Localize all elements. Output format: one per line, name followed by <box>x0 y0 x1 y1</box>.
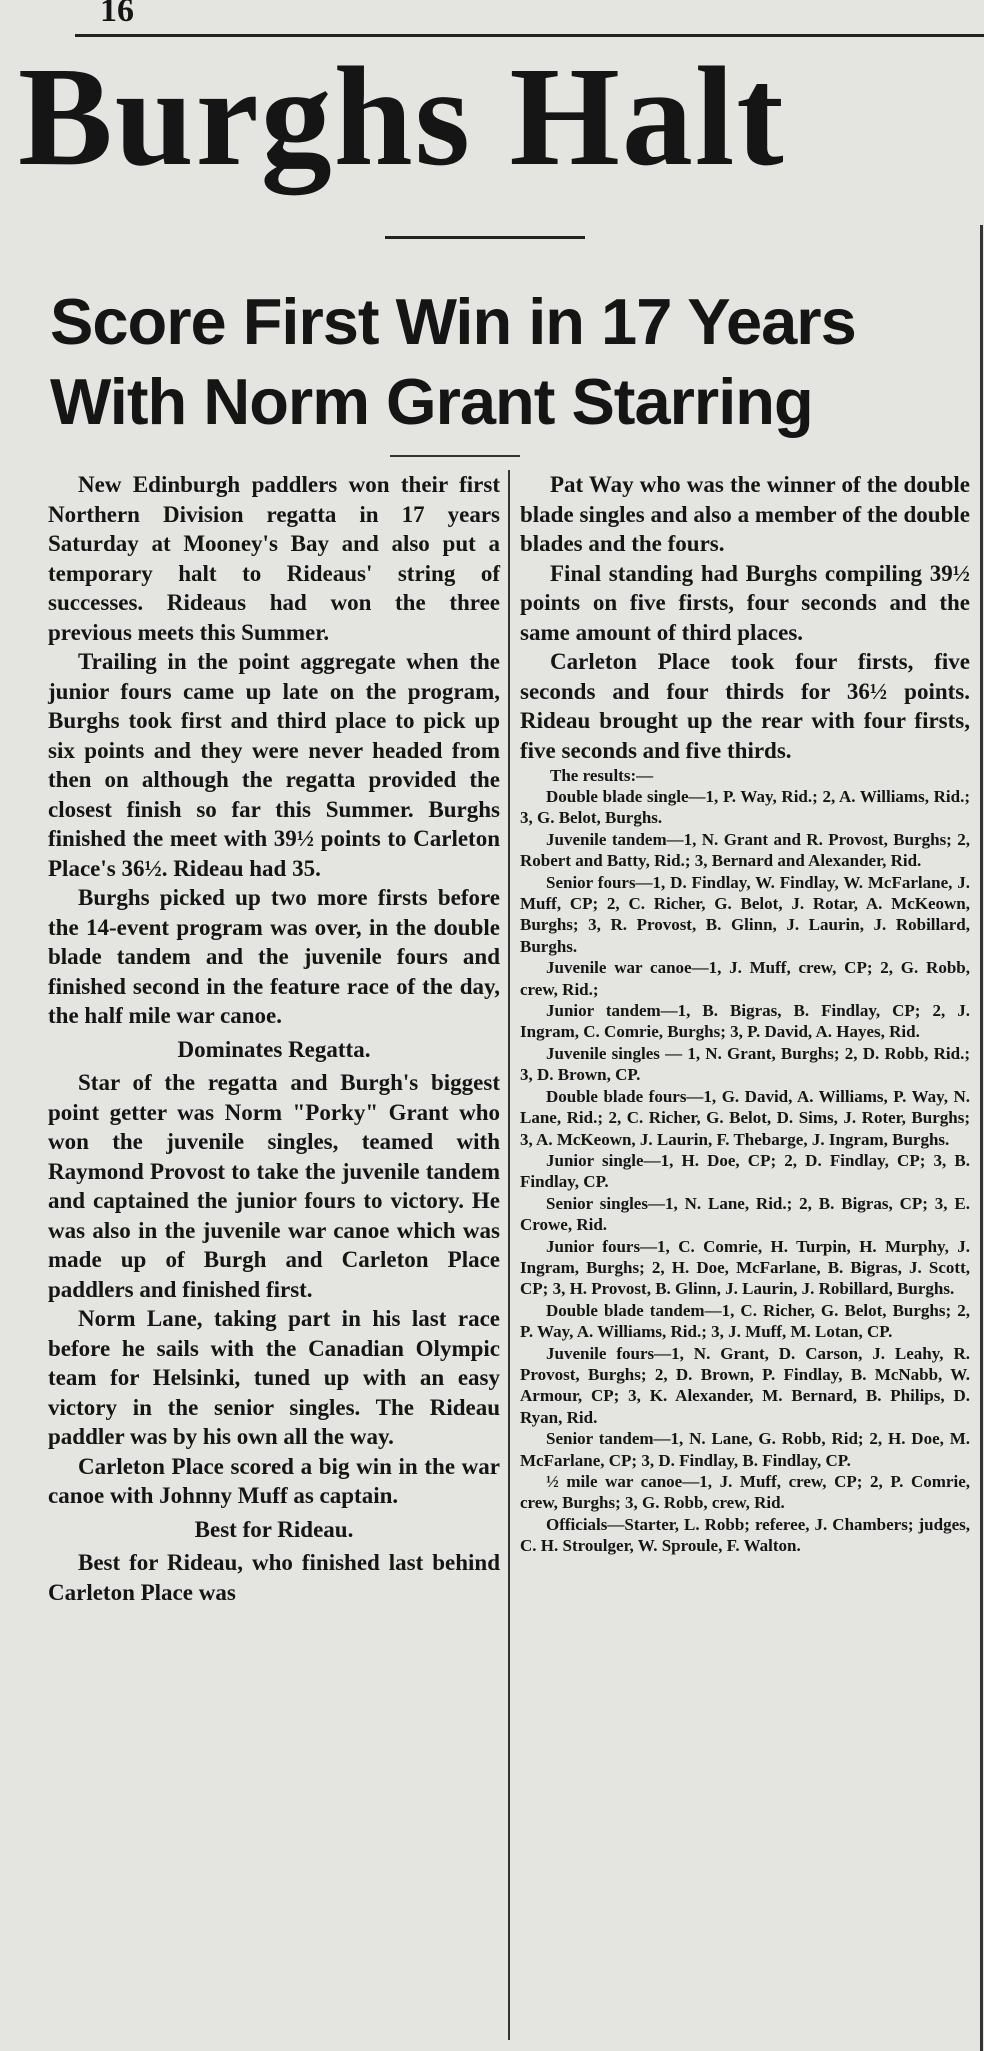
paragraph: Best for Rideau, who finished last behind Carleton Place was <box>48 1550 500 1605</box>
paragraph: New Edinburgh paddlers won their first Northern Division regatta in 17 years Saturday at Mooney's Bay and also put a temporary halt to Rideaus' string of successes. Rideaus had won the three previous meets this Summer. <box>48 472 500 645</box>
column-divider <box>508 470 510 2040</box>
result-entry: Officials—Starter, L. Robb; referee, J. Chambers; judges, C. H. Stroulger, W. Sproule, F. Walton. <box>520 1514 970 1556</box>
result-entry: Junior fours—1, C. Comrie, H. Turpin, H. Murphy, J. Ingram, Burghs; 2, H. Doe, McFarlane, B. Bigras, J. Scott, CP; 3, H. Provost, B. Glinn, J. Laurin, J. Robillard, Burghs. <box>520 1236 970 1299</box>
section-heading: Best for Rideau. <box>194 1516 354 1542</box>
right-column-edge <box>980 225 984 2051</box>
result-entry: Double blade fours—1, G. David, A. Williams, P. Way, N. Lane, Rid.; 2, C. Richer, G. Belot, D. Sims, J. Roter, Burghs; 3, A. McKeown, J. Laurin, F. Thebarge, J. Ingram, Burghs. <box>520 1086 970 1149</box>
subhead-rule <box>390 455 520 457</box>
page-number: 16 <box>100 0 134 29</box>
result-entry: Double blade tandem—1, C. Richer, G. Belot, Burghs; 2, P. Way, A. Williams, Rid.; 3, J. Muff, M. Lotan, CP. <box>520 1300 970 1342</box>
result-entry: Senior tandem—1, N. Lane, G. Robb, Rid; 2, H. Doe, M. McFarlane, CP; 3, D. Findlay, B. Findlay, CP. <box>520 1429 970 1470</box>
result-entry: Junior tandem—1, B. Bigras, B. Findlay, CP; 2, J. Ingram, C. Comrie, Burghs; 3, P. David, A. Hayes, Rid. <box>520 1001 970 1042</box>
result-entry: Juvenile singles — 1, N. Grant, Burghs; 2, D. Robb, Rid.; 3, D. Brown, CP. <box>520 1043 970 1085</box>
section-heading: Dominates Regatta. <box>177 1036 371 1062</box>
left-column <box>48 470 500 1607</box>
paragraph: Burghs picked up two more firsts before the 14-event program was over, in the double blade tandem and the juvenile fours and finished second in the feature race of the day, the half mile war canoe. <box>48 885 500 1028</box>
result-entry: Junior single—1, H. Doe, CP; 2, D. Findlay, CP; 3, B. Findlay, CP. <box>520 1150 970 1192</box>
headline: Burghs Halt <box>18 37 786 195</box>
subheadline <box>50 282 950 442</box>
result-entry: Senior fours—1, D. Findlay, W. Findlay, W. McFarlane, J. Muff, CP; 2, C. Richer, G. Belot, J. Rotar, A. McKeown, Burghs; 3, R. Provost, B. Glinn, J. Laurin, J. Robillard, Burghs. <box>520 872 970 956</box>
subhead-line-2: With Norm Grant Starring <box>50 365 813 438</box>
result-entry: ½ mile war canoe—1, J. Muff, crew, CP; 2, P. Comrie, crew, Burghs; 3, G. Robb, crew, Rid. <box>520 1472 970 1513</box>
paragraph: Pat Way who was the winner of the double blade singles and also a member of the double blades and the fours. <box>520 472 970 556</box>
paragraph: Carleton Place took four firsts, five seconds and four thirds for 36½ points. Rideau brought up the rear with four firsts, five seconds and five thirds. <box>520 649 970 763</box>
result-entry: Juvenile fours—1, N. Grant, D. Carson, J. Leahy, R. Provost, Burghs; 2, D. Brown, P. Findlay, B. McNabb, W. Armour, CP; 3, K. Alexander, M. Bernard, B. Philips, D. Ryan, Rid. <box>520 1343 970 1427</box>
subhead-line-1: Score First Win in 17 Years <box>50 285 856 358</box>
paragraph: Carleton Place scored a big win in the war canoe with Johnny Muff as captain. <box>48 1453 500 1508</box>
result-entry: Juvenile war canoe—1, J. Muff, crew, CP; 2, G. Robb, crew, Rid.; <box>520 958 970 999</box>
result-entry: Senior singles—1, N. Lane, Rid.; 2, B. Bigras, CP; 3, E. Crowe, Rid. <box>520 1193 970 1235</box>
headline-rule <box>385 236 585 239</box>
results-label: The results:— <box>550 766 654 785</box>
paragraph: Star of the regatta and Burgh's biggest point getter was Norm "Porky" Grant who won the juvenile singles, teamed with Raymond Provost to take the juvenile tandem and captained the junior fours to victory. He was also in the juvenile war canoe which was made up of Burgh and Carleton Place paddlers and finished first. <box>48 1070 500 1302</box>
result-entry: Double blade single—1, P. Way, Rid.; 2, A. Williams, Rid.; 3, G. Belot, Burghs. <box>520 787 970 828</box>
paragraph: Trailing in the point aggregate when the junior fours came up late on the program, Burghs took first and third place to pick up six points and they were never headed from then on although the regatta provided the closest finish so far this Summer. Burghs finished the meet with 39½ points to Carleton Place's 36½. Rideau had 35. <box>48 649 500 881</box>
result-entry: Juvenile tandem—1, N. Grant and R. Provost, Burghs; 2, Robert and Batty, Rid.; 3, Bernard and Alexander, Rid. <box>520 829 970 871</box>
paragraph: Norm Lane, taking part in his last race before he sails with the Canadian Olympic team for Helsinki, tuned up with an easy victory in the senior singles. The Rideau paddler was by his own all the way. <box>48 1306 500 1449</box>
right-column <box>520 470 970 1557</box>
paragraph: Final standing had Burghs compiling 39½ points on five firsts, four seconds and the same amount of third places. <box>520 560 970 645</box>
